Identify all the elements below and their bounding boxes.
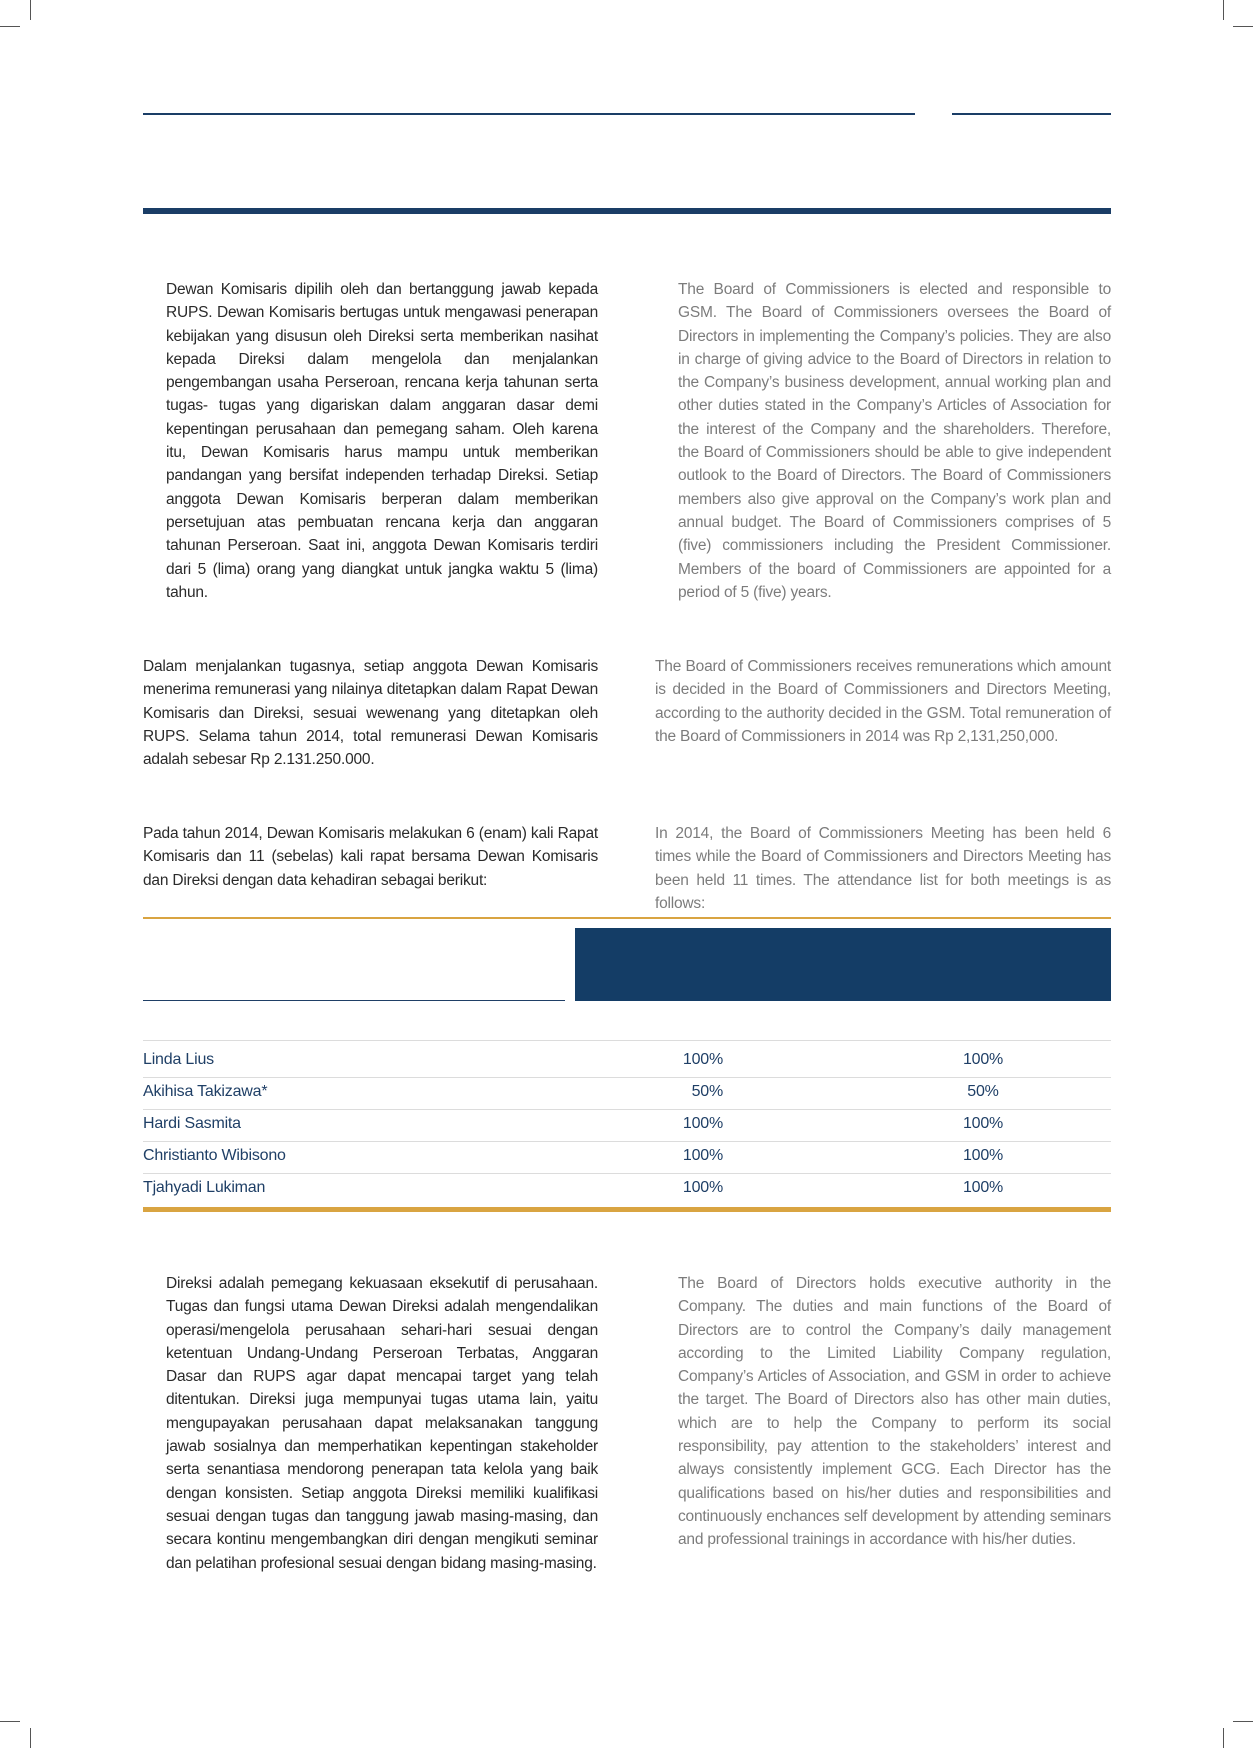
crop-mark <box>1223 0 1224 20</box>
crop-mark <box>1233 26 1253 27</box>
attendance-value: 100% <box>682 1147 723 1164</box>
table-header-block <box>575 928 1111 1001</box>
directors-duties-en: The Board of Directors holds executive authority in the Company. The duties and main functions of the Board of Directors are to control the Company’s daily management according to the Limited Liability Company regulation, Company’s Articles of Association, and GSM in order to achieve the target. The Board of Directors also has other main duties, which are to help the Company to perform its social responsibility, pay attention to the stakeholders’ interest and always consistently implement GCG. Each Director has the qualifications based on his/her duties and responsibilities and continuously enchances self development by attending seminars and professional trainings in accordance with his/her duties. <box>678 1275 1111 1549</box>
crop-mark <box>30 1728 31 1748</box>
attendance-value: 100% <box>962 1051 1004 1068</box>
crop-mark <box>1223 1728 1224 1748</box>
attendance-value: 50% <box>967 1083 999 1100</box>
member-name: Tjahyadi Lukiman <box>143 1179 266 1196</box>
table-divider <box>143 1040 1111 1041</box>
remuneration-id: Dalam menjalankan tugasnya, setiap anggota Dewan Komisaris menerima remunerasi yang nilainya ditetapkan dalam Rapat Dewan Komisaris dan Direksi, sesuai wewenang yang ditetapkan oleh RUPS. Selama tahun 2014, total remunerasi Dewan Komisaris adalah sebesar Rp 2.131.250.000. <box>143 658 598 769</box>
member-name: Hardi Sasmita <box>143 1115 241 1132</box>
attendance-value: 100% <box>962 1179 1004 1196</box>
meetings-intro-en: In 2014, the Board of Commissioners Meeting has been held 6 times while the Board of Commissioners and Directors Meeting has been held 11 times. The attendance list for both meetings is as follows: <box>655 825 1111 912</box>
table-bottom-rule <box>143 1207 1111 1212</box>
directors-duties-id: Direksi adalah pemegang kekuasaan eksekutif di perusahaan. Tugas dan fungsi utama Dewan Direksi adalah mengendalikan operasi/mengelola perusahaan sehari-hari sesuai dengan ketentuan Undang-Undang Perseroan Terbatas, Anggaran Dasar dan RUPS agar dapat mencapai target yang telah ditentukan. Direksi juga mempunyai tugas utama lain, yaitu mengupayakan perusahaan dapat melaksanakan tanggung jawab sosialnya dan memperhatikan kepentingan stakeholder serta senantiasa mendorong penerapan tata kelola yang baik dengan konsisten. Setiap anggota Direksi memiliki kualifikasi sesuai dengan tugas dan tanggung jawab masing-masing, dan secara kontinu mengembangkan diri dengan mengikuti seminar dan pelatihan profesional sesuai dengan bidang masing-masing. <box>166 1275 598 1572</box>
member-name: Christianto Wibisono <box>143 1147 286 1164</box>
table-row <box>143 1045 1111 1078</box>
commissioners-duties-en: The Board of Commissioners is elected and responsible to GSM. The Board of Commissioners oversees the Board of Directors in implementing the Company’s policies. They are also in charge of giving advice to the Board of Directors in relation to the Company’s business development, annual working plan and other duties stated in the Company’s Articles of Association for the interest of the Company and the shareholders. Therefore, the Board of Commissioners should be able to give independent outlook to the Board of Directors. The Board of Commissioners members also give approval on the Company’s work plan and annual budget. The Board of Commissioners comprises of 5 (five) commissioners including the President Commissioner. Members of the board of Commissioners are appointed for a period of 5 (five) years. <box>678 281 1111 601</box>
attendance-value: 100% <box>962 1115 1004 1132</box>
attendance-value: 100% <box>682 1179 723 1196</box>
crop-mark <box>1233 1721 1253 1722</box>
table-header-underline <box>143 1000 565 1001</box>
member-name: Linda Lius <box>143 1051 214 1068</box>
crop-mark <box>0 1721 20 1722</box>
remuneration-en: The Board of Commissioners receives remunerations which amount is decided in the Board of Commissioners and Directors Meeting, according to the authority decided in the GSM. Total remuneration of the Board of Commissioners in 2014 was Rp 2,131,250,000. <box>655 658 1111 745</box>
attendance-value: 100% <box>682 1115 723 1132</box>
table-row <box>143 1077 1111 1110</box>
attendance-value: 100% <box>962 1147 1004 1164</box>
table-row <box>143 1109 1111 1142</box>
header-rule-right <box>952 113 1111 115</box>
crop-mark <box>0 26 20 27</box>
member-name: Akihisa Takizawa* <box>143 1083 268 1100</box>
table-row <box>143 1173 1111 1205</box>
header-rule-left <box>143 113 915 115</box>
crop-mark <box>30 0 31 20</box>
section-heading-bar <box>143 208 1111 214</box>
meetings-intro-id: Pada tahun 2014, Dewan Komisaris melakukan 6 (enam) kali Rapat Komisaris dan 11 (sebelas) kali rapat bersama Dewan Komisaris dan Direksi dengan data kehadiran sebagai berikut: <box>143 825 598 889</box>
attendance-value: 100% <box>682 1051 723 1068</box>
table-top-rule <box>143 917 1111 919</box>
commissioners-duties-id: Dewan Komisaris dipilih oleh dan bertanggung jawab kepada RUPS. Dewan Komisaris bertugas untuk mengawasi penerapan kebijakan yang disusun oleh Direksi serta memberikan nasihat kepada Direksi dalam mengelola dan menjalankan pengembangan usaha Perseroan, rencana kerja tahunan serta tugas- tugas yang digariskan dalam anggaran dasar demi kepentingan perusahaan dan pemegang saham. Oleh karena itu, Dewan Komisaris harus mampu untuk memberikan pandangan yang bersifat independen terhadap Direksi. Setiap anggota Dewan Komisaris berperan dalam memberikan persetujuan atas pembuatan rencana kerja dan anggaran tahunan Perseroan. Saat ini, anggota Dewan Komisaris terdiri dari 5 (lima) orang yang diangkat untuk jangka waktu 5 (lima) tahun. <box>166 281 598 601</box>
attendance-value: 50% <box>691 1083 723 1100</box>
table-row <box>143 1141 1111 1174</box>
